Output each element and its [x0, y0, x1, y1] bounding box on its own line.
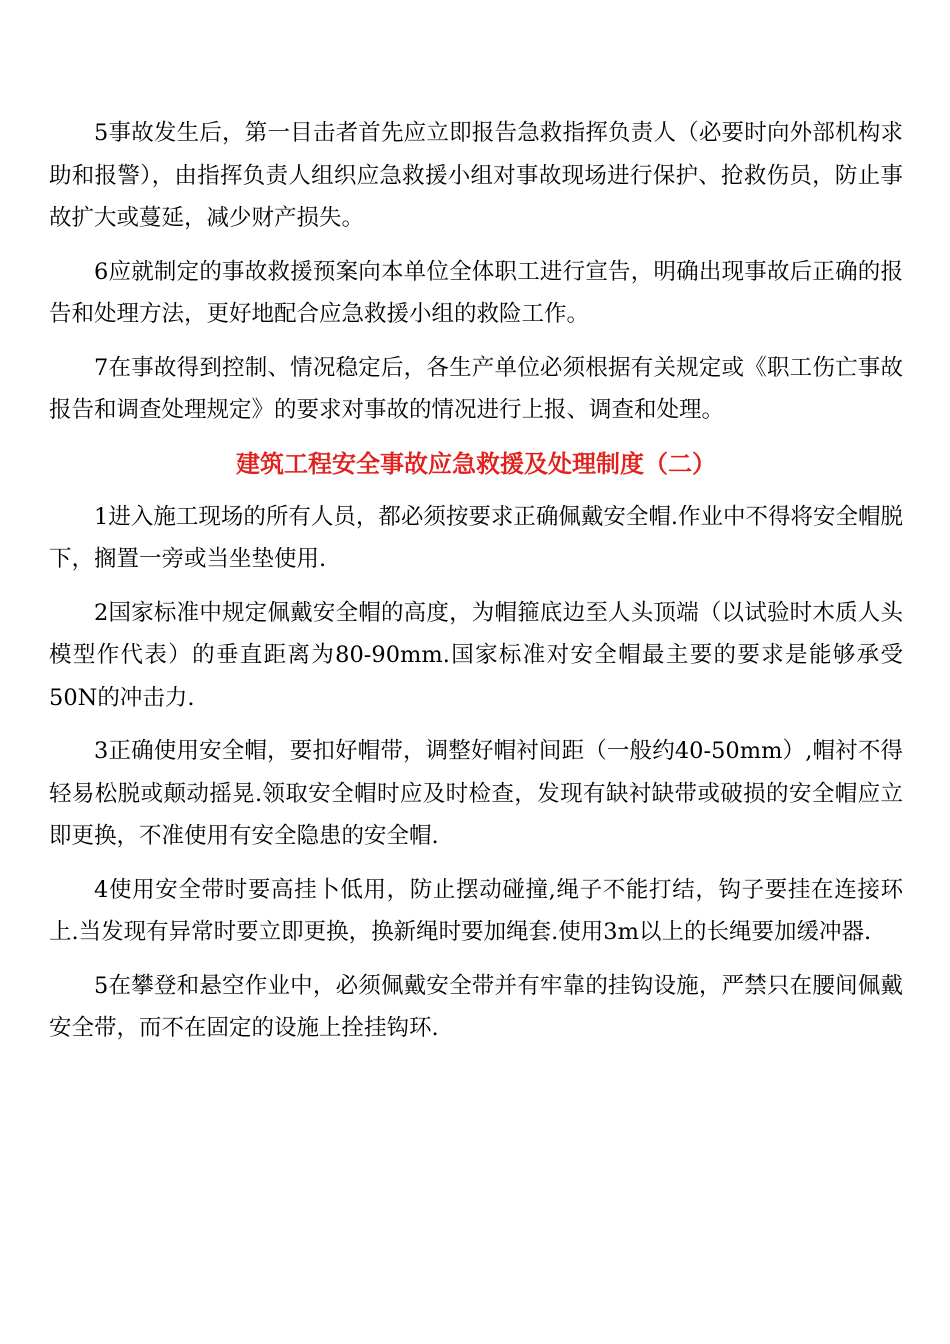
paragraph-safety-belt: 4使用安全带时要高挂卜低用，防止摆动碰撞,绳子不能打结，钩子要挂在连接环上.当发现有异常时要立即更换，换新绳时要加绳套.使用3m以上的长绳要加缓冲器.	[49, 876, 903, 945]
section-title: 建筑工程安全事故应急救援及处理制度（二）	[236, 448, 716, 478]
paragraph-aerial-work: 5在攀登和悬空作业中，必须佩戴安全带并有牢靠的挂钩设施，严禁只在腰间佩戴安全带，而不在固定的设施上拴挂钩环.	[49, 972, 903, 1041]
paragraph-accident-report: 5事故发生后，第一目击者首先应立即报告急救指挥负责人（必要时向外部机构求助和报警），由指挥负责人组织应急救援小组对事故现场进行保护、抢救伤员，防止事故扩大或蔓延，减少财产损失。	[49, 120, 903, 231]
paragraph-helmet-standard: 2国家标准中规定佩戴安全帽的高度，为帽箍底边至人头顶端（以试验时木质人头模型作代表）的垂直距离为80-90mm.国家标准对安全帽最主要的要求是能够承受50N的冲击力.	[49, 599, 903, 711]
document-page	[49, 112, 903, 1061]
paragraph-helmet-wearing: 1进入施工现场的所有人员，都必须按要求正确佩戴安全帽.作业中不得将安全帽脱下，搁置一旁或当坐垫使用.	[49, 503, 903, 572]
paragraph-rescue-plan: 6应就制定的事故救援预案向本单位全体职工进行宣告，明确出现事故后正确的报告和处理方法，更好地配合应急救援小组的救险工作。	[49, 258, 903, 327]
paragraph-investigation: 7在事故得到控制、情况稳定后，各生产单位必须根据有关规定或《职工伤亡事故报告和调查处理规定》的要求对事故的情况进行上报、调查和处理。	[49, 354, 903, 423]
paragraph-helmet-usage: 3正确使用安全帽，要扣好帽带，调整好帽衬间距（一般约40-50mm）,帽衬不得轻易松脱或颠动摇晃.领取安全帽时应及时检查，发现有缺衬缺带或破损的安全帽应立即更换，不准使用有安全隐患的安全帽.	[49, 738, 903, 849]
